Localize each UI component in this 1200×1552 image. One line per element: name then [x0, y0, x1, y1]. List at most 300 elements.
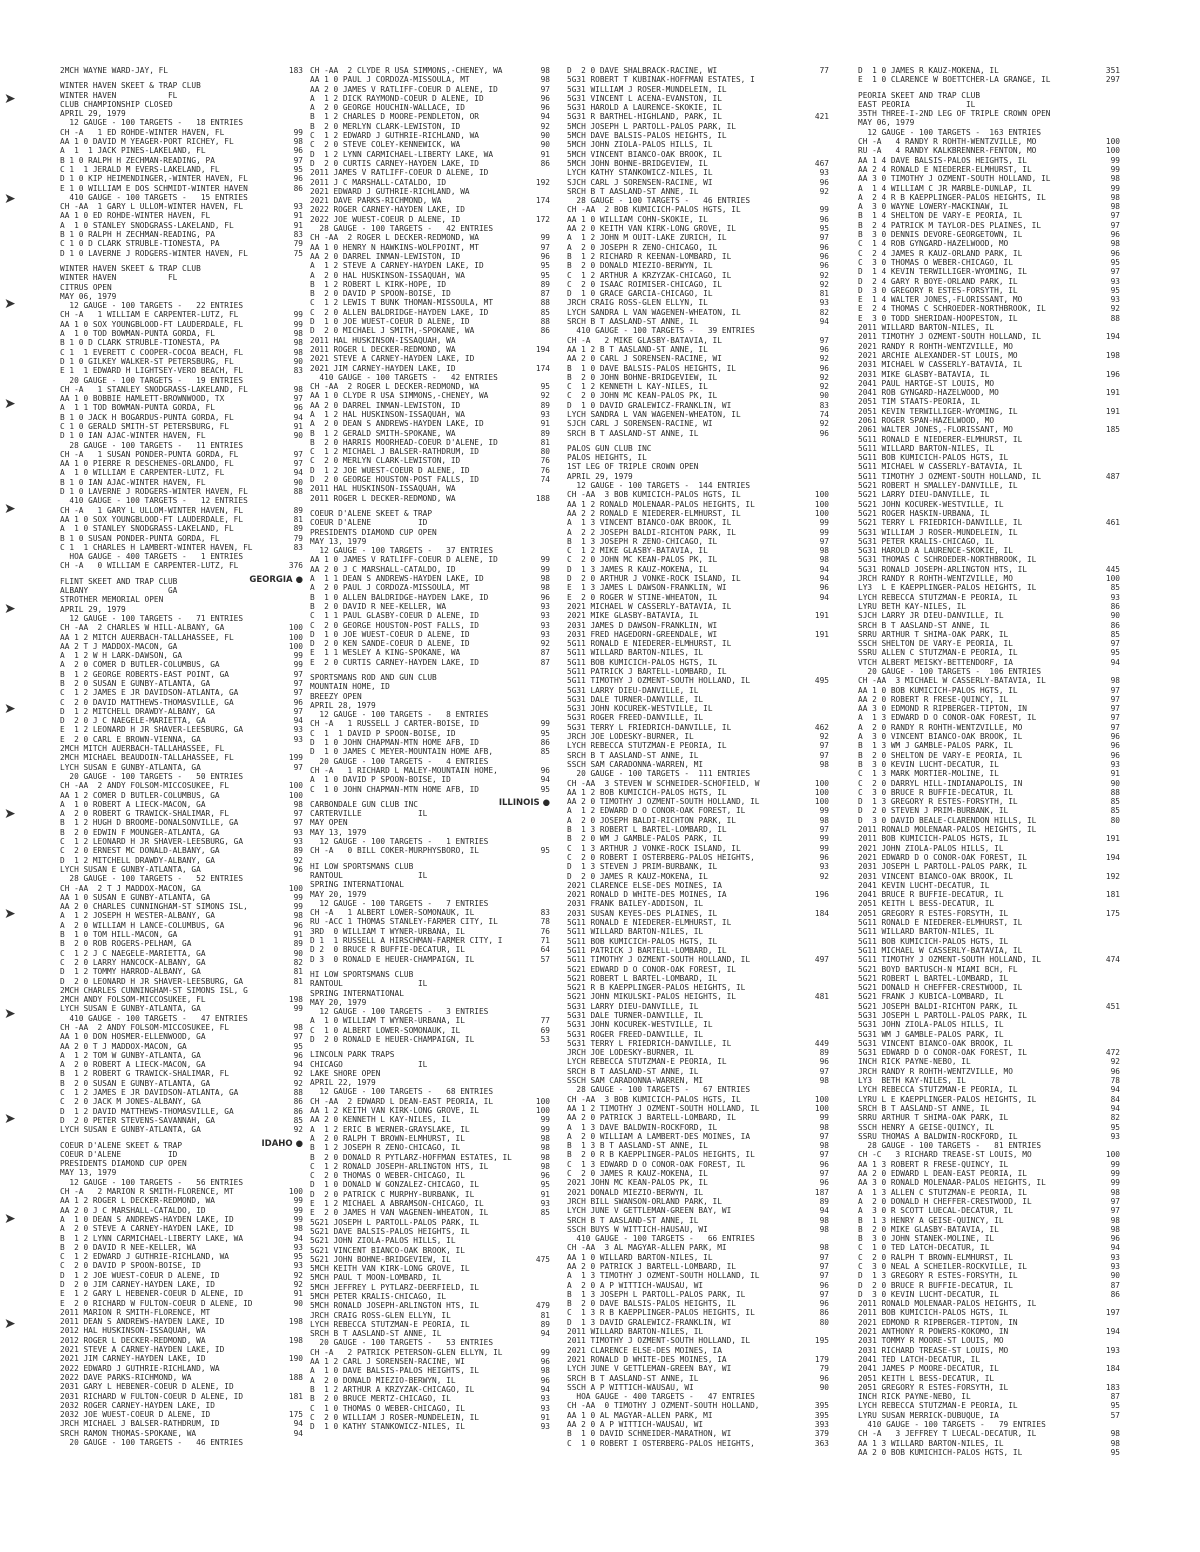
- result-line: [858, 435, 1120, 444]
- result-line: [310, 611, 550, 620]
- state-heading: ILLINOIS ●: [498, 797, 550, 808]
- score-value: 98: [1110, 174, 1120, 184]
- result-line: [60, 1289, 303, 1298]
- result-text: 5G21 FRANK J KUBICA-LOMBARD, IL: [858, 992, 1004, 1002]
- result-line: [310, 261, 550, 270]
- result-text: C 1 0 THOMAS O WEBER-CHICAGO, IL: [310, 1403, 465, 1413]
- score-value: 97: [540, 84, 550, 94]
- score-value: 96: [293, 174, 303, 184]
- result-text: LYRU SUSAN MERRICK-DUBUQUE, IA: [858, 1410, 999, 1420]
- result-text: A 2 0 DONALD MIEZIO-BERWYN, IL: [310, 1375, 456, 1385]
- score-value: 93: [293, 827, 303, 837]
- result-text: INCH RICK PAYNE-NEBO, IL: [858, 1057, 971, 1067]
- result-line: [310, 729, 550, 738]
- result-text: 410 GAUGE - 100 TARGETS - 39 ENTRIES: [567, 326, 755, 336]
- result-line: [60, 1308, 303, 1317]
- result-line: [60, 413, 303, 422]
- score-value: 78: [540, 917, 550, 927]
- result-text: C 1 1 CHARLES H LAMBERT-WINTER HAVEN, FL: [60, 542, 253, 552]
- result-text: AA 1 0 PAUL J CORDOZA-MISSOULA, MT: [310, 75, 470, 85]
- result-line: [60, 623, 303, 632]
- result-line: [858, 230, 1120, 239]
- result-text: A 2 0 ROBERT A LIECK-MACON, GA: [60, 1060, 206, 1070]
- result-text: 5G31 VINCENT BIANCO-OAK BROOK, IL: [858, 1038, 1013, 1048]
- result-text: A 2 0 COMER D BUTLER-COLUMBUS, GA: [60, 660, 220, 670]
- result-text: SPRING INTERNATIONAL: [310, 880, 404, 890]
- result-text: B 2 0 SUSAN E GUNBY-ATLANTA, GA: [60, 679, 211, 688]
- result-text: 5G31 JOHN KOCUREK-WESTVILLE, IL: [567, 704, 713, 714]
- result-line: [60, 1326, 303, 1335]
- result-text: 5G31 JOSEPH L PARTOLL-PALOS PARK, IL: [858, 1010, 1027, 1020]
- result-line: [60, 1336, 303, 1345]
- result-line: [310, 1404, 550, 1413]
- result-text: 12 GAUGE - 100 TARGETS - 37 ENTRIES: [310, 546, 494, 556]
- score-value: 81: [293, 514, 303, 524]
- result-line: [60, 884, 303, 893]
- result-line: [567, 825, 829, 834]
- result-text: B 1 0 RALPH H ZECHMAN-READING, PA: [60, 230, 215, 240]
- result-text: A 2 0 A P WITTICH-WAUSAU, WI: [567, 1280, 704, 1290]
- result-line: [858, 500, 1120, 509]
- result-text: C 2 0 DAVID MATTHEWS-THOMASVILLE, GA: [60, 697, 234, 707]
- result-text: 28 GAUGE - 100 TARGETS - 42 ENTRIES: [310, 224, 494, 234]
- result-text: 5G21 R B KAEPPLINGER-PALOS HEIGHTS, IL: [567, 983, 746, 993]
- score-value: 98: [540, 1133, 550, 1143]
- result-text: A 1 0 STANLEY SNODGRASS-LAKELAND, FL: [60, 524, 234, 534]
- result-text: A 2 0 GEORGE HOUCHIN-WALLACE, ID: [310, 103, 465, 113]
- result-line: [858, 75, 1120, 84]
- result-line: [310, 583, 550, 592]
- result-line: [310, 1413, 550, 1422]
- result-text: COEUR D'ALENE SKEET & TRAP: [310, 508, 433, 518]
- score-value: 96: [819, 1373, 829, 1383]
- score-value: 97: [819, 1262, 829, 1271]
- result-text: 2021 RANDY R ROHTH-WENTZVILLE, MO: [858, 341, 1013, 351]
- result-line: [858, 602, 1120, 611]
- result-line: [567, 391, 829, 400]
- result-line: [858, 267, 1120, 276]
- result-line: [60, 109, 303, 118]
- result-line: [60, 552, 303, 561]
- result-text: MAY 13, 1979: [310, 827, 367, 837]
- score-value: 96: [819, 177, 829, 187]
- score-value: 85: [1110, 629, 1120, 639]
- result-text: 410 GAUGE - 100 TARGETS - 47 ENTRIES: [60, 1013, 248, 1023]
- result-text: D 3 0 DAVID BEALE-CLARENDON HILLS, IL: [858, 815, 1037, 825]
- result-text: B 2 4 PATRICK M TAYLOR-DES PLAINES, IL: [858, 220, 1042, 230]
- result-line: [310, 391, 550, 400]
- result-line: [310, 837, 550, 846]
- result-line: [60, 100, 303, 109]
- score-value: 185: [1105, 425, 1120, 435]
- result-line: [60, 1345, 303, 1354]
- result-text: E 2 0 RICHARD W FULTON-COEUR D ALENE, ID: [60, 1298, 253, 1308]
- result-text: CH -A 1 GARY L ULLOM-WINTER HAVEN, FL: [60, 505, 244, 515]
- result-text: 5G31 LARRY DIEU-DANVILLE, IL: [567, 1001, 699, 1011]
- result-line: [60, 1168, 303, 1177]
- score-value: 98: [1110, 1438, 1120, 1448]
- result-line: [567, 168, 829, 177]
- result-text: D 1 0 LAVERNE J RODGERS-WINTER HAVEN, FL: [60, 248, 248, 258]
- score-value: 98: [819, 546, 829, 556]
- result-text: 2041 JAMES P MOORE-DECATUR, IL: [858, 1364, 999, 1374]
- result-line: [310, 710, 550, 719]
- result-line: [310, 401, 550, 410]
- result-text: B 1 0 TOM HILL-MACON, GA: [60, 930, 178, 940]
- result-text: C 1 0 ALBERT LOWER-SOMONAUK, IL: [310, 1025, 461, 1035]
- score-value: 100: [1105, 146, 1120, 156]
- result-line: [858, 639, 1120, 648]
- result-line: [310, 528, 550, 537]
- result-line: [858, 472, 1120, 481]
- result-line: [567, 741, 829, 750]
- result-line: [310, 766, 550, 775]
- result-text: D 2 4 GARY R BOYE-ORLAND PARK, IL: [858, 276, 1018, 286]
- result-line: [60, 431, 303, 440]
- result-line: [310, 317, 550, 326]
- result-text: AA 1 0 WILLARD BARTON-NILES, IL: [567, 1252, 713, 1262]
- score-value: 99: [819, 518, 829, 528]
- result-line: [567, 723, 829, 732]
- result-line: [567, 1355, 829, 1364]
- result-line: [60, 614, 303, 623]
- result-line: [858, 779, 1120, 788]
- result-text: WINTER HAVEN SKEET & TRAP CLUB: [60, 81, 201, 91]
- result-line: [60, 837, 303, 846]
- score-value: 95: [1110, 285, 1120, 295]
- result-text: 5G31 TERRY L FRIEDRICH-DANVILLE, IL: [567, 1038, 732, 1048]
- score-value: 87: [1110, 1392, 1120, 1402]
- score-value: 97: [819, 335, 829, 345]
- score-value: 179: [814, 1354, 829, 1364]
- result-text: 2031 JAMES D DAWSON-FRANKLIN, WI: [567, 620, 718, 630]
- result-text: AA 1 2 KEITH VAN KIRK-LONG GROVE, IL: [310, 1106, 479, 1116]
- result-text: D 1 0 KIP HEIMENDINGER,-WINTER HAVEN, FL: [60, 174, 248, 184]
- result-line: [310, 797, 550, 809]
- result-text: A 1 3 DAVE BALDWIN-ROCKFORD, IL: [567, 1122, 718, 1132]
- result-text: SRCH B T AASLAND-ST ANNE, IL: [858, 620, 990, 630]
- result-text: STROTHER MEMORIAL OPEN: [60, 595, 164, 605]
- result-text: C 2 0 DARRYL HILL-INDIANAPOLIS, IN: [858, 778, 1023, 788]
- results-column-2: [310, 66, 550, 1431]
- result-line: [567, 602, 829, 611]
- result-line: [567, 215, 829, 224]
- score-value: 94: [819, 574, 829, 584]
- result-text: CH -A 1 STANLEY SNODGRASS-LAKELAND, FL: [60, 384, 248, 394]
- result-text: C 1 2 MICHAEL J BALSER-RATHDRUM, ID: [310, 447, 479, 457]
- score-value: 92: [540, 121, 550, 131]
- result-text: BREEZY OPEN: [310, 691, 362, 701]
- result-text: D 2 0 STEVEN J PRIM-BURBANK, IL: [858, 806, 1009, 816]
- result-text: CH -A 1 RICHARD L MALEY-MOUNTAIN HOME,: [310, 765, 498, 775]
- score-value: 93: [540, 611, 550, 621]
- result-line: [567, 639, 829, 648]
- result-text: SJCH LARRY JR DIEU-DANVILLE, IL: [858, 611, 1004, 621]
- result-text: APRIL 29, 1979: [567, 471, 633, 481]
- result-line: [60, 958, 303, 967]
- result-line: [858, 621, 1120, 630]
- hole-punch-mark-icon: ➤: [4, 1006, 16, 1022]
- result-line: [858, 1197, 1120, 1206]
- result-text: AA 2 2 RONALD E NIEDERER-ELMHURST, IL: [567, 508, 741, 518]
- result-line: [858, 1290, 1120, 1299]
- result-line: [310, 122, 550, 131]
- result-text: B 3 0 KEVIN LUCHT-DECATUR, IL: [858, 759, 999, 769]
- result-line: [567, 983, 829, 992]
- result-line: [310, 862, 550, 871]
- result-text: 2MCH ANDY FOLSOM-MICCOSUKEE, FL: [60, 995, 206, 1005]
- result-text: D 1 0 DAVID GRALEWICZ-FRANKLIN, WI: [567, 400, 732, 410]
- result-text: D 1 2 JOE WUEST-COEUR D ALENE, ID: [60, 1270, 220, 1280]
- result-line: [310, 178, 550, 187]
- result-text: C 1 1 PAUL GLASBY-COEUR D ALENE, ID: [310, 611, 479, 621]
- result-text: 2021 CLARENCE ELSE-DES MOINES, IA: [567, 1345, 722, 1355]
- result-text: 5G11 TIMOTHY J OZMENT-SOUTH HOLLAND, IL: [858, 471, 1042, 481]
- result-line: [310, 494, 550, 503]
- score-value: 99: [819, 806, 829, 816]
- result-text: C 3 0 NEAL A SCHEILER-ROCKVILLE, IL: [858, 1262, 1027, 1271]
- result-text: C 1 2 MIKE GLASBY-BATAVIA, IL: [567, 546, 708, 556]
- result-text: SRCH RAMON THOMAS-SPOKANE, WA: [60, 1428, 197, 1438]
- result-line: [310, 1236, 550, 1245]
- result-line: [60, 670, 303, 679]
- score-value: 90: [1110, 1271, 1120, 1281]
- result-line: [60, 772, 303, 781]
- score-value: 100: [288, 632, 303, 642]
- score-value: 95: [1110, 648, 1120, 658]
- result-text: A 1 3 ALLEN C STUTZMAN-E PEORIA, IL: [858, 1187, 1027, 1197]
- result-text: D 2 0 CURTIS CARNEY-HAYDEN LAKE, ID: [310, 158, 479, 168]
- score-value: 96: [1110, 1234, 1120, 1244]
- score-value: 89: [540, 279, 550, 289]
- result-line: [858, 444, 1120, 453]
- score-value: 96: [1110, 248, 1120, 258]
- result-line: [858, 555, 1120, 564]
- result-line: [310, 936, 550, 945]
- result-line: [567, 1197, 829, 1206]
- score-value: 96: [540, 765, 550, 775]
- result-line: [310, 131, 550, 140]
- result-line: [60, 1224, 303, 1233]
- score-value: 64: [540, 945, 550, 955]
- result-text: AA 1 0 ED ROHDE-WINTER HAVEN, FL: [60, 211, 211, 221]
- result-line: [310, 682, 550, 691]
- result-line: [858, 518, 1120, 527]
- result-text: LYCH REBECCA STUTZMAN-E PEORIA, IL: [858, 592, 1018, 602]
- result-line: [60, 1069, 303, 1078]
- result-line: [60, 202, 303, 211]
- result-line: [858, 66, 1120, 75]
- result-text: C 1 1 DAVID P SPOON-BOISE, ID: [310, 728, 456, 738]
- score-value: 93: [293, 837, 303, 847]
- result-text: C 3 0 BRUCE R BUFFIE-DECATUR, IL: [858, 787, 1013, 797]
- result-line: [858, 695, 1120, 704]
- result-text: AA 2 4 RONALD E NIEDERER-ELMHURST, IL: [858, 164, 1032, 174]
- result-line: [858, 946, 1120, 955]
- result-line: [858, 1039, 1120, 1048]
- result-text: APRIL 22, 1979: [310, 1078, 376, 1088]
- result-line: [60, 366, 303, 375]
- result-line: [310, 1320, 550, 1329]
- result-text: CH -AA 2 T J MADDOX-MACON, GA: [60, 883, 201, 893]
- score-value: 99: [1110, 1159, 1120, 1169]
- score-value: 93: [1110, 1131, 1120, 1141]
- result-text: SRCH B T AASLAND-ST ANNE, IL: [567, 1373, 699, 1383]
- result-text: 2021 DAVE PARKS-RICHMOND, WA: [310, 196, 442, 206]
- result-line: [310, 979, 550, 988]
- result-line: [567, 490, 829, 499]
- score-value: 395: [814, 1401, 829, 1411]
- result-text: INCH RICK PAYNE-NEBO, IL: [858, 1392, 971, 1402]
- score-value: 95: [819, 224, 829, 234]
- result-line: [60, 1206, 303, 1215]
- score-value: 80: [819, 1317, 829, 1327]
- score-value: 93: [293, 1242, 303, 1252]
- result-text: 3RD 0 WILLIAM T WYNER-URBANA, IL: [310, 926, 465, 936]
- score-value: 99: [540, 1347, 550, 1357]
- score-value: 98: [1110, 676, 1120, 686]
- score-value: 92: [819, 186, 829, 196]
- result-text: B 1 2 ROBERT G TRAWICK-SHALIMAR, FL: [60, 1069, 229, 1079]
- score-value: 97: [540, 242, 550, 252]
- result-line: [567, 131, 829, 140]
- result-line: [858, 1132, 1120, 1141]
- result-line: [60, 193, 303, 202]
- result-line: [858, 955, 1120, 964]
- score-value: 88: [1110, 787, 1120, 797]
- result-text: 20 GAUGE - 100 TARGETS - 4 ENTRIES: [310, 756, 489, 766]
- result-text: LY3 L E KAEPPLINGER-PALOS HEIGHTS, IL: [858, 583, 1037, 593]
- score-value: 98: [1110, 202, 1120, 212]
- result-text: 5G31 THOMAS C SCHROEDER-NORTHBROOK, IL: [858, 555, 1037, 565]
- result-text: C 1 2 RONALD JOSEPH-ARLINGTON HTS, IL: [310, 1161, 489, 1171]
- result-text: D 1 3 GREGORY R ESTES-FORSYTH, IL: [858, 797, 1018, 807]
- score-value: 98: [540, 66, 550, 75]
- result-line: [567, 593, 829, 602]
- result-line: [310, 1357, 550, 1366]
- result-line: [310, 1283, 550, 1292]
- hole-punch-mark-icon: ➤: [4, 91, 16, 107]
- score-value: 181: [288, 1391, 303, 1401]
- score-value: 93: [1110, 295, 1120, 305]
- result-text: CH -A 2 PATRICK PETERSON-GLEN ELLYN, IL: [310, 1347, 503, 1357]
- result-line: [858, 1243, 1120, 1252]
- result-line: [60, 515, 303, 524]
- score-value: 83: [540, 908, 550, 918]
- result-text: 5G21 JOSEPH L PARTOLL-PALOS PARK, IL: [310, 1217, 479, 1227]
- result-text: B 1 2 CHARLES D MOORE-PENDLETON, OR: [310, 112, 479, 122]
- result-line: [567, 927, 829, 936]
- result-line: [310, 205, 550, 214]
- score-value: 97: [1110, 267, 1120, 277]
- result-text: D 1 0 JAMES C MEYER-MOUNTAIN HOME AFB,: [310, 747, 494, 757]
- score-value: 92: [293, 1270, 303, 1280]
- result-text: B 1 0 SUSAN PONDER-PUNTA GORDA, FL: [60, 533, 220, 543]
- result-text: 5G31 HAROLD A LAURENCE-SKOKIE, IL: [567, 103, 722, 113]
- score-value: 98: [819, 759, 829, 769]
- result-line: [567, 382, 829, 391]
- result-line: [60, 66, 303, 75]
- result-line: [60, 394, 303, 403]
- result-line: [310, 719, 550, 728]
- result-line: [60, 818, 303, 827]
- score-value: 93: [540, 620, 550, 630]
- result-line: [310, 1227, 550, 1236]
- result-text: D 1 0 JOE WUEST-COEUR D ALENE, ID: [310, 317, 470, 327]
- score-value: 95: [540, 846, 550, 856]
- result-text: JRCH RANDY R ROHTH-WENTZVILLE, MO: [858, 574, 1013, 584]
- result-line: [567, 621, 829, 630]
- result-line: [858, 397, 1120, 406]
- result-line: [858, 277, 1120, 286]
- score-value: 87: [540, 289, 550, 299]
- result-line: [60, 1178, 303, 1187]
- result-line: [858, 100, 1120, 109]
- result-text: AA 1 2 MITCH AUERBACH-TALLAHASSEE, FL: [60, 632, 234, 642]
- result-line: [60, 338, 303, 347]
- result-text: FLINT SKEET AND TRAP CLUB: [60, 576, 178, 586]
- score-value: 475: [535, 1254, 550, 1264]
- score-value: 97: [819, 750, 829, 760]
- score-value: 86: [293, 183, 303, 193]
- result-text: CH -A 3 JEFFREY T LUECAL-DECATUR, IL: [858, 1429, 1037, 1439]
- result-text: D 1 4 KEVIN TERWILLIGER-WYOMING, IL: [858, 267, 1027, 277]
- result-line: [858, 137, 1120, 146]
- result-line: [567, 1113, 829, 1122]
- score-value: 94: [1110, 1243, 1120, 1253]
- result-text: 410 GAUGE - 100 TARGETS - 12 ENTRIES: [60, 496, 248, 506]
- result-text: A 1 1 TOD BOWMAN-PUNTA GORDA, FL: [60, 403, 215, 413]
- score-value: 100: [814, 490, 829, 500]
- result-text: 5G31 JOHN ZIOLA-PALOS HILLS, IL: [858, 1020, 1004, 1030]
- result-text: A 1 3 TIMOTHY J OZMENT-SOUTH HOLLAND, IL: [567, 1271, 760, 1281]
- result-line: [310, 917, 550, 926]
- result-line: [60, 846, 303, 855]
- score-value: 95: [540, 784, 550, 794]
- result-line: [310, 1115, 550, 1124]
- score-value: 99: [1110, 164, 1120, 174]
- result-line: [60, 1187, 303, 1196]
- result-line: [858, 1281, 1120, 1290]
- result-line: [567, 853, 829, 862]
- result-line: [60, 174, 303, 183]
- result-text: LYCH SUSAN E GUNBY-ATLANTA, GA: [60, 864, 201, 874]
- score-value: 100: [288, 781, 303, 791]
- result-line: [60, 1364, 303, 1373]
- result-text: LYCH REBECCA STUTZMAN-E PEORIA, IL: [858, 1401, 1018, 1411]
- result-text: 5G21 ROGER HASKIN-URBANA, IL: [858, 508, 990, 518]
- score-value: 97: [819, 1252, 829, 1262]
- result-line: [567, 844, 829, 853]
- result-line: [60, 348, 303, 357]
- score-value: 79: [293, 533, 303, 543]
- result-text: C 1 3 R B KAEPPLINGER-PALOS HEIGHTS, IL: [567, 1308, 755, 1318]
- result-line: [567, 1188, 829, 1197]
- result-line: [310, 1143, 550, 1152]
- score-value: 79: [293, 239, 303, 249]
- score-value: 94: [819, 564, 829, 574]
- result-text: LYCH JUNE V GETTLEMAN-GREEN BAY, WI: [567, 1206, 732, 1216]
- result-line: [60, 1014, 303, 1023]
- score-value: 85: [540, 747, 550, 757]
- result-line: [567, 788, 829, 797]
- result-text: C 1 2 ARTHUR A KRZYZAK-CHICAGO, IL: [567, 270, 732, 280]
- result-line: [310, 537, 550, 546]
- score-value: 79: [819, 1364, 829, 1374]
- score-value: 92: [819, 279, 829, 289]
- result-line: [60, 534, 303, 543]
- result-line: [310, 168, 550, 177]
